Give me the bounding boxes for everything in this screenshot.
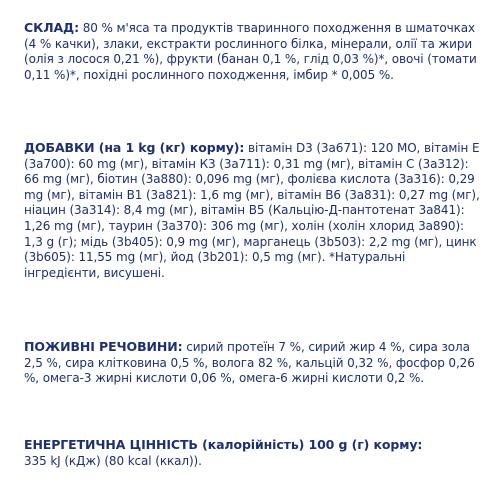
nutrients-text: сирий протеїн 7 %, сирий жир 4 %, сира зола 2,5 %, сира клітковина 0,5 %, волога 82 %, кальцій 0,32 %, фосфор 0,26 %, омега-3 жирні кислоти 0,06 %, омега-6 жирні кислоти 0,2 %. [24,340,475,386]
additives-heading: ДОБАВКИ (на 1 kg (кг) корму): [24,140,245,155]
additives-section [24,140,484,281]
energy-section [24,437,484,469]
energy-text: 335 kJ (кДж) (80 kcal (ккал)). [24,453,202,468]
nutrients-heading: ПОЖИВНІ РЕЧОВИНИ: [24,339,183,354]
energy-heading: ЕНЕРГЕТИЧНА ЦІННІСТЬ (калорійність) 100 g (г) корму: [24,437,423,452]
additives-text: вітамін D3 (3a671): 120 МО, вітамін E (3a700): 60 mg (мг), вітамін К3 (3a711): 0,31 mg (мг), вітамін С (3a312): 66 mg (мг), біотин (3a880): 0,096 mg (мг), фолієва кислота (3a316): 0,29 mg (мг), вітамін В1 (3a821): 1,6 mg (мг), вітамін В6 (3a831): 0,27 mg (мг), ніацин (3a314): 8,4 mg (мг), вітамін В5 (Кальцію-Д-пантотенат 3a841): 1,26 mg (мг), таурин (3a370): 306 mg (мг), холін (холін хлорид 3a890): 1,3 g (г); мідь (3b405): 0,9 mg (мг), марганець (3b503): 2,2 mg (мг), цинк (3b605): 11,55 mg (мг), йод (3b201): 0,5 mg (мг). *Натуральні інгредієнти, висушені. [24,141,480,280]
nutrients-section [24,339,484,387]
composition-heading: СКЛАД: [24,20,79,35]
composition-text: 80 % м'яса та продуктів тваринного походження в шматочках (4 % качки), злаки, екстракти рослинного білка, мінерали, олії та жири (олія з лосося 0,21 %), фрукти (банан 0,1 %, глід 0,03 %)*, овочі (томати 0,11 %)*, похідні рослинного походження, імбир * 0,005 %. [24,21,477,82]
composition-section [24,20,484,83]
